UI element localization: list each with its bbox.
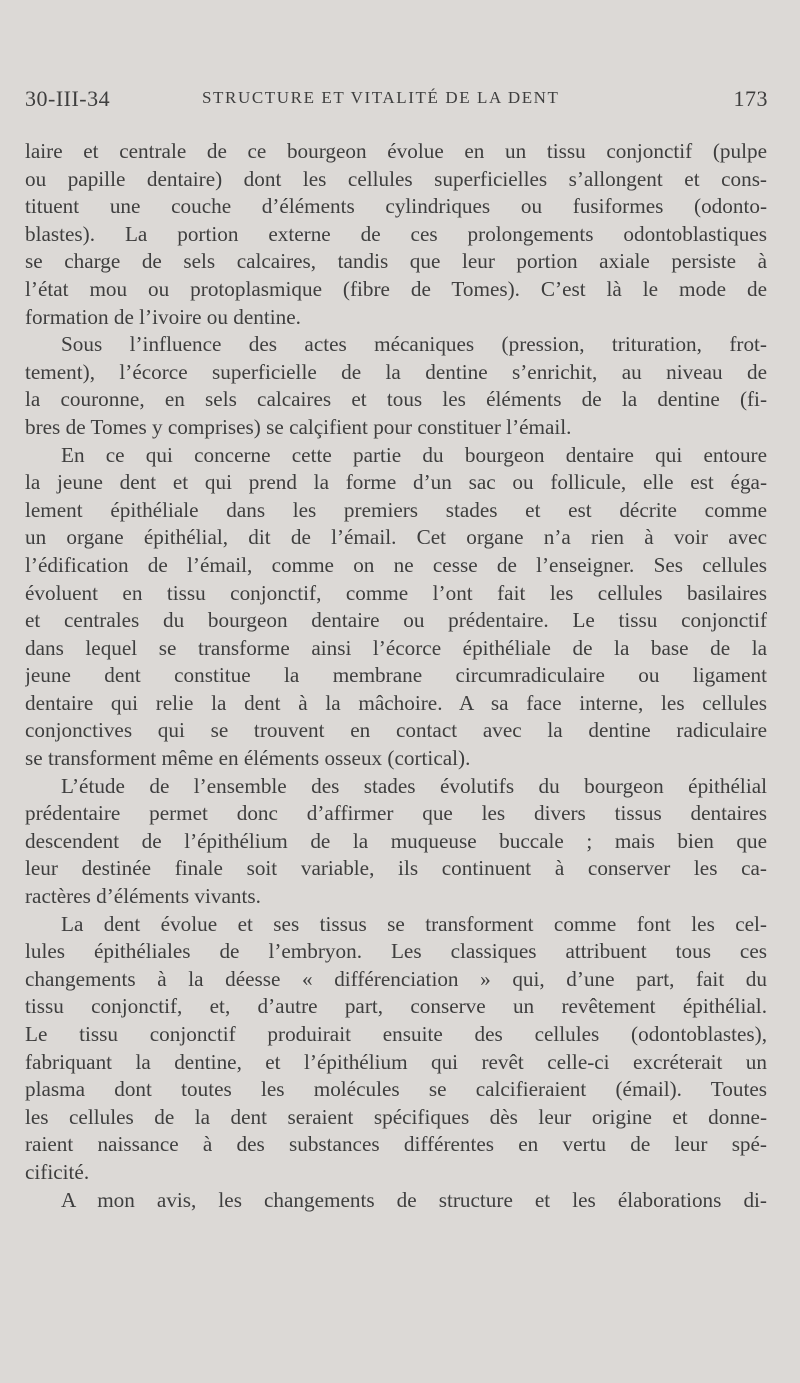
text-line: la couronne, en sels calcaires et tous les éléments de la dentine (fi- — [25, 387, 767, 412]
text-line: changements à la déesse « différenciation » qui, d’une part, fait du — [25, 966, 767, 991]
text-line: leur destinée finale soit variable, ils continuent à conserver les ca- — [25, 856, 767, 881]
text-line: Le tissu conjonctif produirait ensuite des cellules (odontoblastes), — [25, 1022, 767, 1046]
text-line: dentaire qui relie la dent à la mâchoire. A sa face interne, les cellules — [25, 690, 767, 715]
text-line: ou papille dentaire) dont les cellules superficielles s’allongent et cons- — [25, 166, 767, 191]
text-line: fabriquant la dentine, et l’épithélium qui revêt celle-ci excréterait un — [25, 1049, 767, 1074]
text-line: Sous l’influence des actes mécaniques (pression, trituration, frot- — [61, 332, 767, 357]
text-line: un organe épithélial, dit de l’émail. Cet organe n’a rien à voir avec — [25, 525, 767, 550]
text-line: blastes). La portion externe de ces prolongements odontoblastiques — [25, 221, 767, 246]
text-line: La dent évolue et ses tissus se transforment comme font les cel- — [61, 911, 767, 936]
text-line: laire et centrale de ce bourgeon évolue en un tissu conjonctif (pulpe — [25, 139, 767, 163]
text-line: les cellules de la dent seraient spécifiques dès leur origine et donne- — [25, 1104, 767, 1129]
text-line: jeune dent constitue la membrane circumradiculaire ou ligament — [25, 663, 767, 688]
text-line: plasma dont toutes les molécules se calcifieraient (émail). Toutes — [25, 1077, 767, 1102]
text-line: tement), l’écorce superficielle de la dentine s’enrichit, au niveau de — [25, 359, 767, 384]
body-text — [25, 138, 767, 1214]
text-line: cificité. — [25, 1159, 90, 1184]
text-line: bres de Tomes y comprises) se calçifient pour constituer l’émail. — [25, 414, 572, 439]
text-line: et centrales du bourgeon dentaire ou prédentaire. Le tissu conjonctif — [25, 608, 767, 633]
text-line: A mon avis, les changements de structure et les élaborations di- — [61, 1187, 767, 1212]
page-number: 173 — [733, 86, 768, 111]
text-line: se charge de sels calcaires, tandis que leur portion axiale persiste à — [25, 249, 767, 274]
text-line: l’édification de l’émail, comme on ne cesse de l’enseigner. Ses cellules — [25, 552, 767, 577]
text-line: dans lequel se transforme ainsi l’écorce épithéliale de la base de la — [25, 635, 767, 660]
text-line: évoluent en tissu conjonctif, comme l’ont fait les cellules basilaires — [25, 580, 767, 605]
text-line: lules épithéliales de l’embryon. Les classiques attribuent tous ces — [25, 939, 767, 964]
running-title: STRUCTURE ET VITALITÉ DE LA DENT — [202, 88, 560, 107]
text-line: tissu conjonctif, et, d’autre part, conserve un revêtement épithélial. — [25, 994, 767, 1019]
text-line: ractères d’éléments vivants. — [25, 884, 261, 909]
text-line: En ce qui concerne cette partie du bourgeon dentaire qui entoure — [61, 442, 767, 467]
text-line: raient naissance à des substances différentes en vertu de leur spé- — [25, 1132, 767, 1157]
text-line: prédentaire permet donc d’affirmer que les divers tissus dentaires — [25, 801, 767, 826]
text-line: l’état mou ou protoplasmique (fibre de Tomes). C’est là le mode de — [25, 276, 767, 301]
text-line: formation de l’ivoire ou dentine. — [25, 304, 301, 329]
page-header — [25, 86, 768, 120]
text-line: tituent une couche d’éléments cylindriques ou fusiformes (odonto- — [25, 194, 767, 219]
header-reference: 30-III-34 — [25, 86, 111, 111]
text-line: descendent de l’épithélium de la muqueuse buccale ; mais bien que — [25, 828, 767, 853]
text-line: se transforment même en éléments osseux (cortical). — [25, 746, 471, 771]
text-line: conjonctives qui se trouvent en contact avec la dentine radiculaire — [25, 718, 767, 743]
text-line: lement épithéliale dans les premiers stades et est décrite comme — [25, 497, 767, 522]
text-line: L’étude de l’ensemble des stades évolutifs du bourgeon épithélial — [61, 773, 767, 798]
text-line: la jeune dent et qui prend la forme d’un sac ou follicule, elle est éga- — [25, 470, 767, 495]
